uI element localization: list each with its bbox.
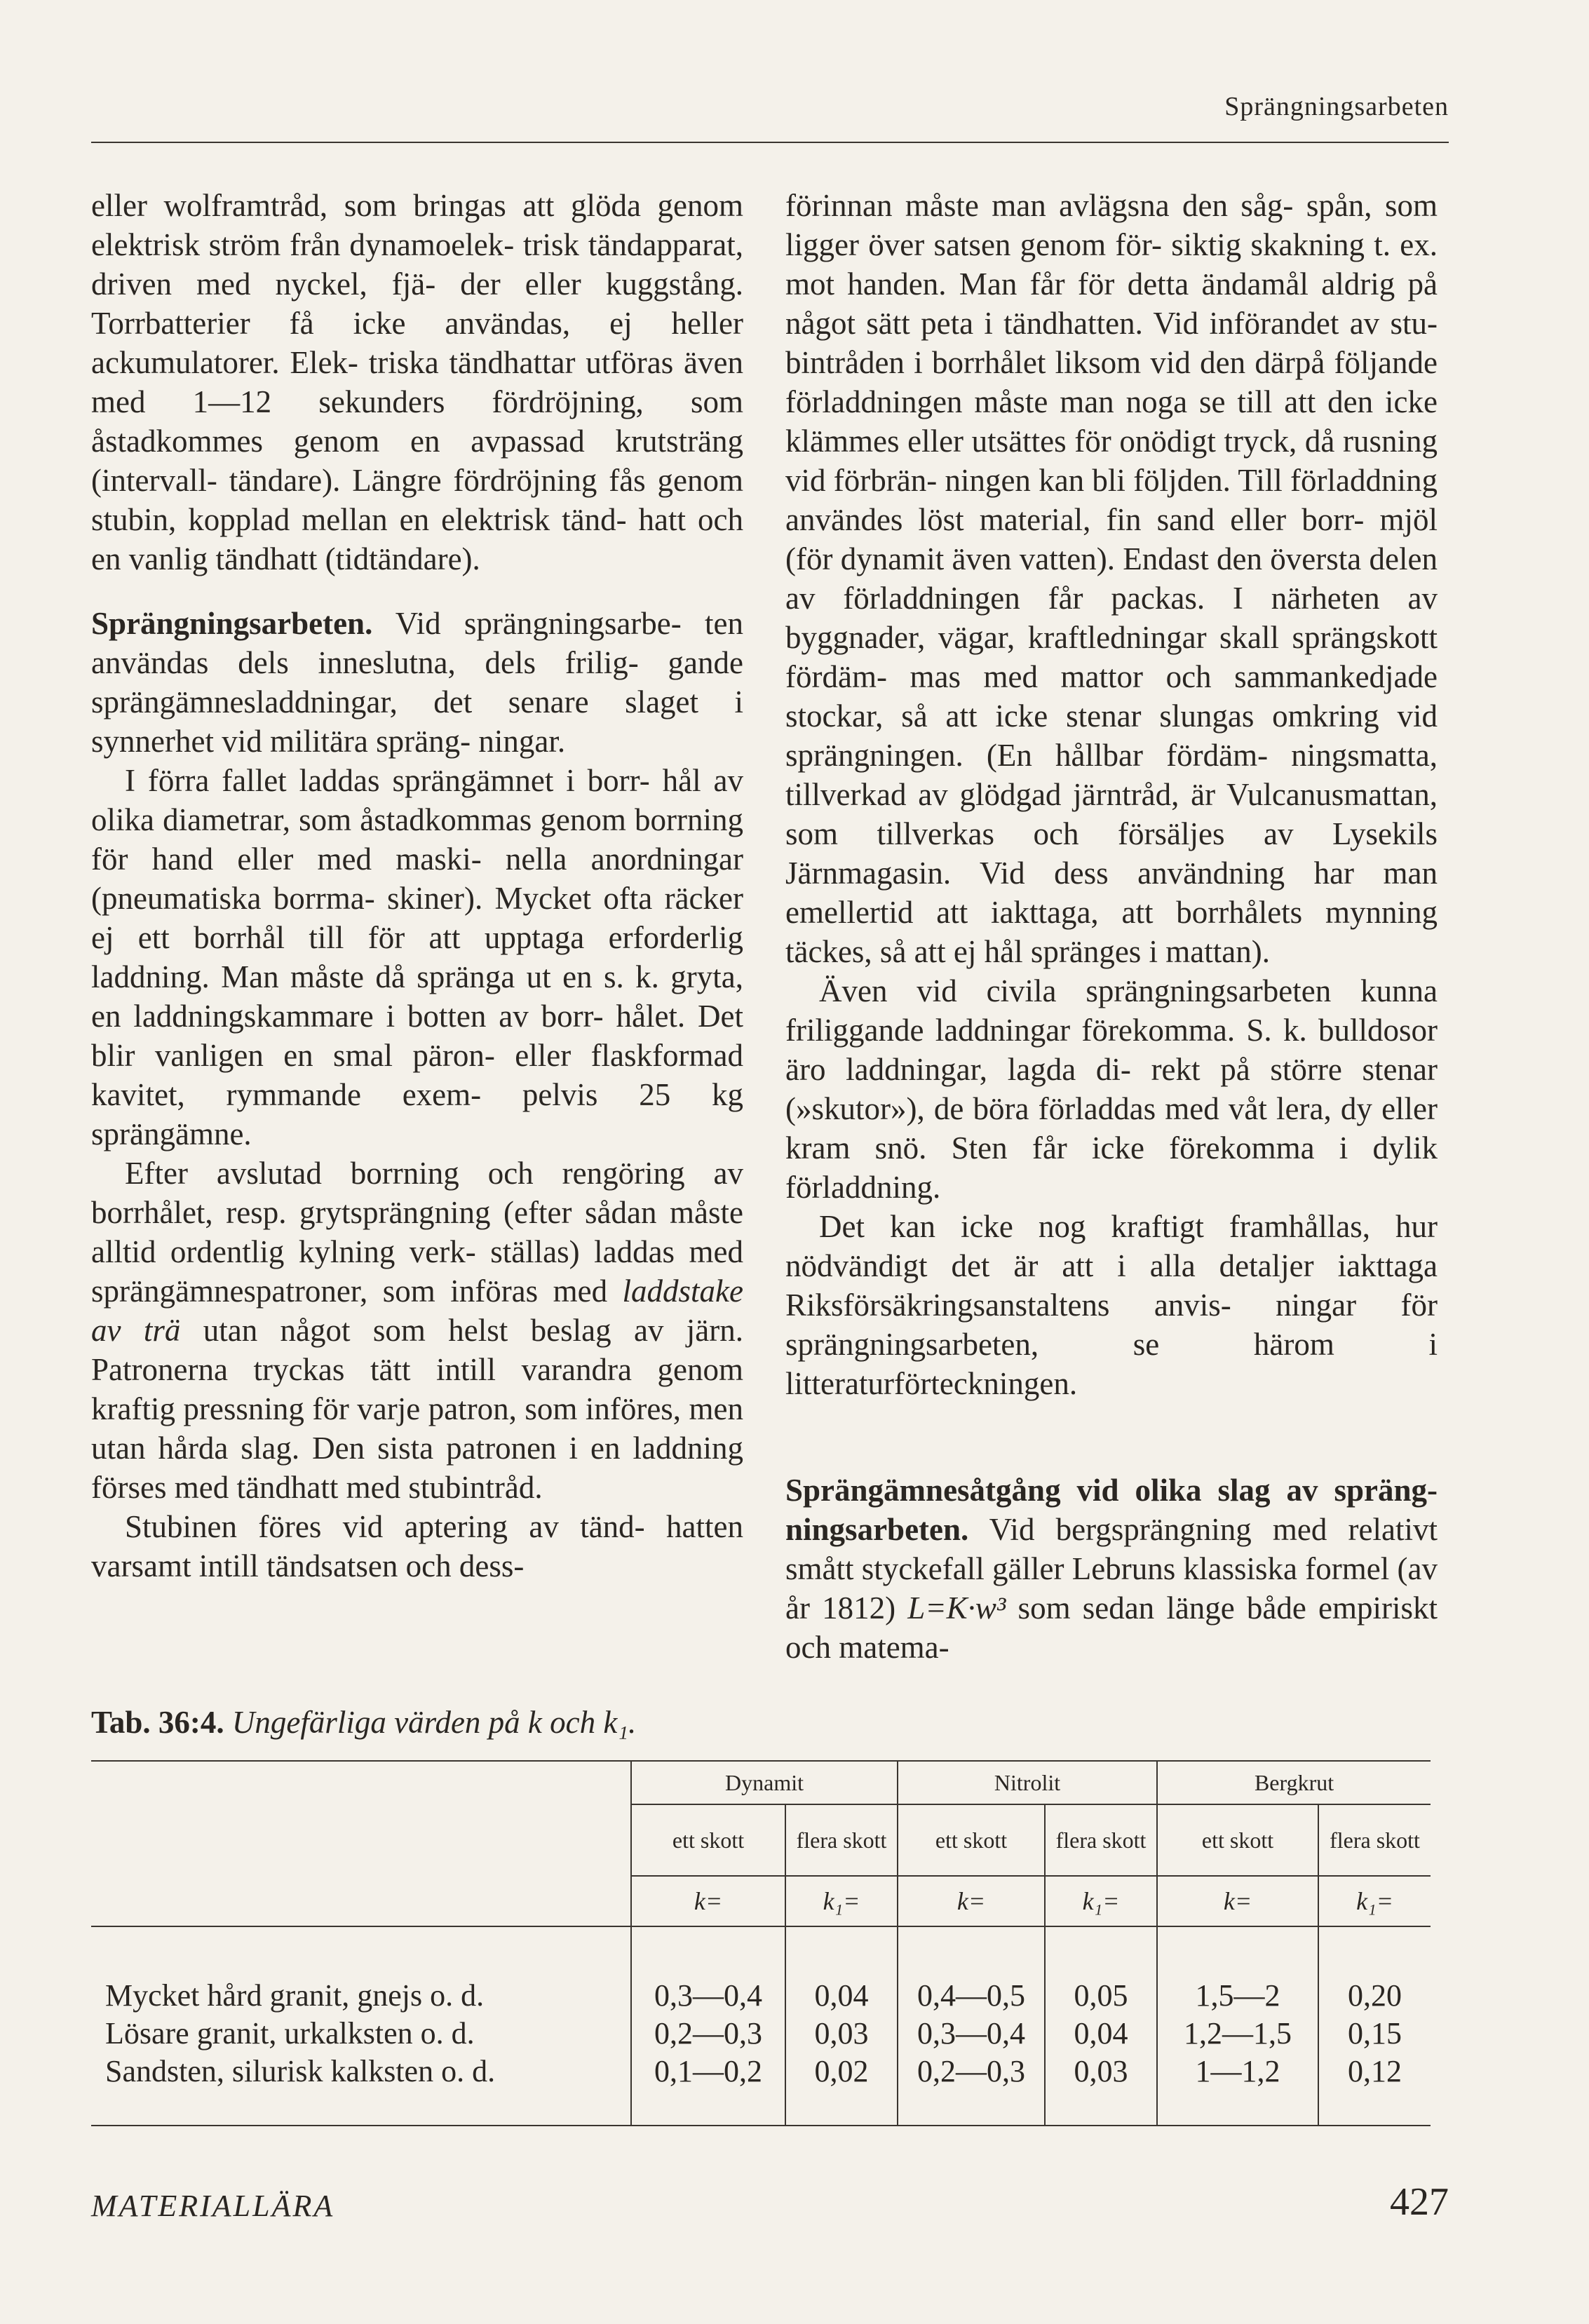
header-rule — [91, 142, 1449, 143]
column-group-header: Nitrolit — [898, 1762, 1157, 1804]
table-cell: 0,03 — [1045, 2052, 1157, 2125]
table-title: Ungefärliga värden på k och k₁. — [231, 1705, 637, 1740]
table-cell: 1,5—2 — [1157, 1926, 1318, 2014]
table-cell: 0,3—0,4 — [898, 2014, 1045, 2052]
table-cell: 0,03 — [785, 2014, 898, 2052]
table-cell: 0,3—0,4 — [631, 1926, 785, 2014]
symbol-header: k₁= — [785, 1876, 898, 1926]
column-group-header: Dynamit — [631, 1762, 898, 1804]
table-cell: 1,2—1,5 — [1157, 2014, 1318, 2052]
symbol-header: k= — [631, 1876, 785, 1926]
symbol-header: k= — [898, 1876, 1045, 1926]
row-label: Sandsten, silurisk kalksten o. d. — [105, 2053, 496, 2088]
table-row — [91, 2052, 1431, 2125]
column-header: flera skott — [1318, 1804, 1431, 1876]
paragraph: eller wolframtråd, som bringas att glöda genom elektrisk ström från dynamoelek- trisk tändapparat, driven med nyckel, fjä- der eller kuggstång. Torrbatterier få icke användas, ej heller ackumulatorer. Elek- triska tändhattar utföras även med 1—12 sekunders fördröjning, som åstadkommes genom en avpassad krutsträng (intervall- tändare). Längre fördröjning fås genom stubin, kopplad mellan en elektrisk tänd- hatt och en vanlig tändhatt (tidtändare). — [91, 188, 743, 576]
table-row — [91, 2014, 1431, 2052]
paragraph: Stubinen föres vid aptering av tänd- hatten varsamt intill tändsatsen och dess- — [91, 1509, 743, 1583]
symbol-header: k= — [1157, 1876, 1318, 1926]
table-number: Tab. 36:4. — [91, 1705, 224, 1740]
table-cell: 0,4—0,5 — [898, 1926, 1045, 2014]
data-table — [91, 1760, 1431, 2126]
table-cell: 0,1—0,2 — [631, 2052, 785, 2125]
table-cell: 0,04 — [785, 1926, 898, 2014]
formula: L=K·w³ — [907, 1590, 1006, 1626]
column-header: flera skott — [785, 1804, 898, 1876]
table-row — [91, 1926, 1431, 2014]
row-label-header — [91, 1762, 631, 1926]
column-header: flera skott — [1045, 1804, 1157, 1876]
column-header: ett skott — [631, 1804, 785, 1876]
paragraph: förinnan måste man avlägsna den såg- spån, som ligger över satsen genom för- siktig skakning t. ex. mot handen. Man får för detta ändamål aldrig på något sätt peta i tändhatten. Vid införandet av stu- bintråden i borrhålet liksom vid den därpå följande förladdningen måste man noga se till att den icke klämmes eller utsättes för onödigt tryck, då rusning vid förbrän- ningen kan bli följden. Till förladdning användes löst material, fin sand eller borr- mjöl (för dynamit även vatten). Endast den översta delen av förladdningen får packas. I närheten av byggnader, vägar, kraftledningar skall sprängskott fördäm- mas med mattor och sammankedjade stockar, så att icke stenar slungas omkring vid sprängningen. (En hållbar fördäm- ningsmatta, tillverkad av glödgad järntråd, är Vulcanusmattan, som tillverkas och försäljes av Lysekils Järnmagasin. Vid dess användning har man emellertid att iakttaga, att borrhålets mynning täckes, så att ej hål spränges i mattan). — [785, 188, 1438, 969]
column-header: ett skott — [898, 1804, 1045, 1876]
table-cell: 1—1,2 — [1157, 2052, 1318, 2125]
running-header: Sprängningsarbeten — [1224, 92, 1449, 121]
table-cell: 0,02 — [785, 2052, 898, 2125]
row-label: Mycket hård granit, gnejs o. d. — [91, 1926, 631, 2014]
section-heading: Sprängämnesåtgång vid olika slag av spräng- ningsarbeten. — [785, 1473, 1438, 1547]
left-column — [91, 186, 743, 1586]
emphasis: laddstake av trä — [91, 1274, 743, 1348]
table-cell: 0,12 — [1318, 2052, 1431, 2125]
paragraph: Sprängämnesåtgång vid olika slag av spräng- ningsarbeten. Vid bergsprängning med relativt smått styckefall gäller Lebruns klassiska formel (av år 1812) L=K·w³ som sedan länge både empiriskt och matema- — [785, 1473, 1438, 1665]
table-cell: 0,04 — [1045, 2014, 1157, 2052]
table-cell: 0,15 — [1318, 2014, 1431, 2052]
paragraph: Efter avslutad borrning och rengöring av borrhålet, resp. grytsprängning (efter sådan måste alltid ordentlig kylning verk- ställas) laddas med sprängämnespatroner, som införas med laddstake av trä utan något som helst beslag av järn. Patronerna tryckas tätt intill varandra genom kraftig pressning för varje patron, som införes, men utan hårda slag. Den sista patronen i en laddning förses med tändhatt med stubintråd. — [91, 1156, 743, 1505]
page-number: 427 — [1390, 2180, 1449, 2224]
table-cell: 0,2—0,3 — [631, 2014, 785, 2052]
table-cell: 0,20 — [1318, 1926, 1431, 2014]
table-cell: 0,05 — [1045, 1926, 1157, 2014]
section-heading: Sprängningsarbeten. — [91, 606, 373, 641]
symbol-header: k₁= — [1045, 1876, 1157, 1926]
right-column — [785, 186, 1438, 1667]
paragraph: Även vid civila sprängningsarbeten kunna friliggande laddningar förekomma. S. k. bulldosor äro laddningar, lagda di- rekt på större stenar (»skutor»), de böra förladdas med våt lera, dy eller kram snö. Sten får icke förekomma i dylik förladdning. — [785, 973, 1438, 1205]
footer-section-title: MATERIALLÄRA — [91, 2189, 335, 2223]
row-label: Lösare granit, urkalksten o. d. — [105, 2015, 475, 2051]
paragraph: Sprängningsarbeten. Vid sprängningsarbe- ten användas dels inneslutna, dels frilig- gande sprängämnesladdningar, det senare slaget i synnerhet vid militära spräng- ningar. — [91, 606, 743, 759]
table-cell: 0,2—0,3 — [898, 2052, 1045, 2125]
paragraph: I förra fallet laddas sprängämnet i borr- hål av olika diametrar, som åstadkommas genom borrning för hand eller med maski- nella anordningar (pneumatiska borrma- skiner). Mycket ofta räcker ej ett borrhål till för att upptaga erforderlig laddning. Man måste då spränga ut en s. k. gryta, en laddningskammare i botten av borr- hålet. Det blir vanligen en smal päron- eller flaskformad kavitet, rymmande exem- pelvis 25 kg sprängämne. — [91, 763, 743, 1151]
column-group-header: Bergkrut — [1157, 1762, 1431, 1804]
table-caption — [91, 1704, 636, 1741]
column-header: ett skott — [1157, 1804, 1318, 1876]
paragraph: Det kan icke nog kraftigt framhållas, hur nödvändigt det är att i alla detaljer iakttaga Riksförsäkringsanstaltens anvis- ningar för sprängningsarbeten, se härom i litteraturförteckningen. — [785, 1209, 1438, 1401]
symbol-header: k₁= — [1318, 1876, 1431, 1926]
